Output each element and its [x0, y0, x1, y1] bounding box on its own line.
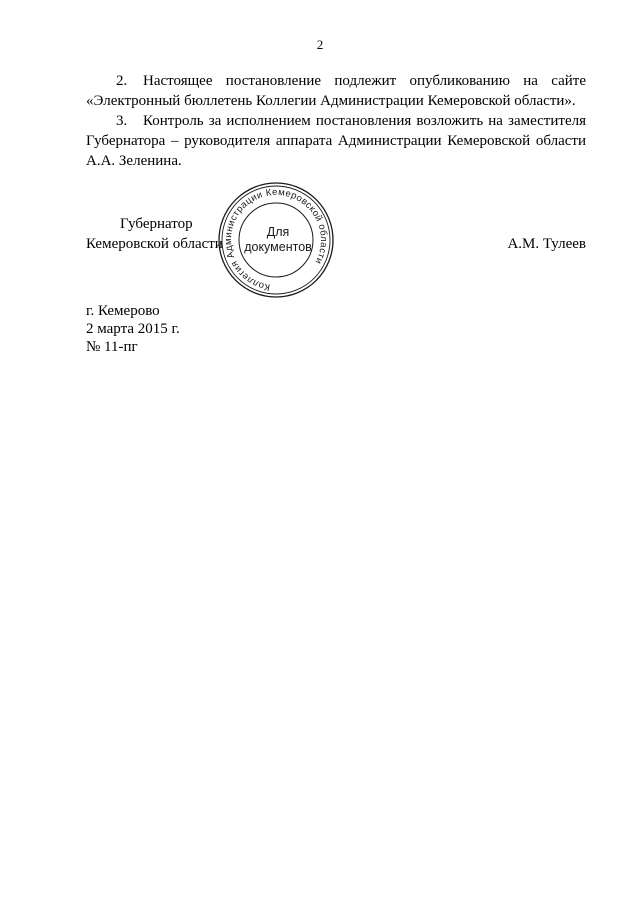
- paragraph-3: [86, 111, 586, 171]
- page-number: 2: [316, 37, 324, 52]
- stamp-center-line-1: Для: [266, 225, 290, 239]
- paragraph-text: Контроль за исполнением постановления возложить на заместителя Губернатора – руководителя аппарата Администрации Кемеровской области А.А. Зеленина.: [86, 113, 586, 169]
- official-stamp: [216, 181, 336, 299]
- signatory-region: Кемеровской области: [86, 236, 223, 252]
- footer-city: г. Кемерово: [86, 303, 160, 319]
- document-footer: [86, 302, 180, 356]
- paragraph-2: [86, 71, 586, 111]
- paragraph-text: Настоящее постановление подлежит опубликованию на сайте «Электронный бюллетень Коллегии Администрации Кемеровской области».: [86, 73, 586, 109]
- document-body: [86, 71, 586, 171]
- signatory-name: А.М. Тулеев: [507, 236, 586, 252]
- stamp-ring-text: Коллегия Администрации Кемеровской области: [222, 186, 330, 293]
- paragraph-number: 3.: [116, 113, 128, 129]
- stamp-center-line-2: документов: [244, 240, 312, 254]
- paragraph-number: 2.: [116, 73, 128, 89]
- footer-date: 2 марта 2015 г.: [86, 321, 180, 337]
- signatory-title: Губернатор: [120, 216, 193, 232]
- footer-doc-number: № 11-пг: [86, 339, 138, 355]
- signature-block: [86, 215, 586, 255]
